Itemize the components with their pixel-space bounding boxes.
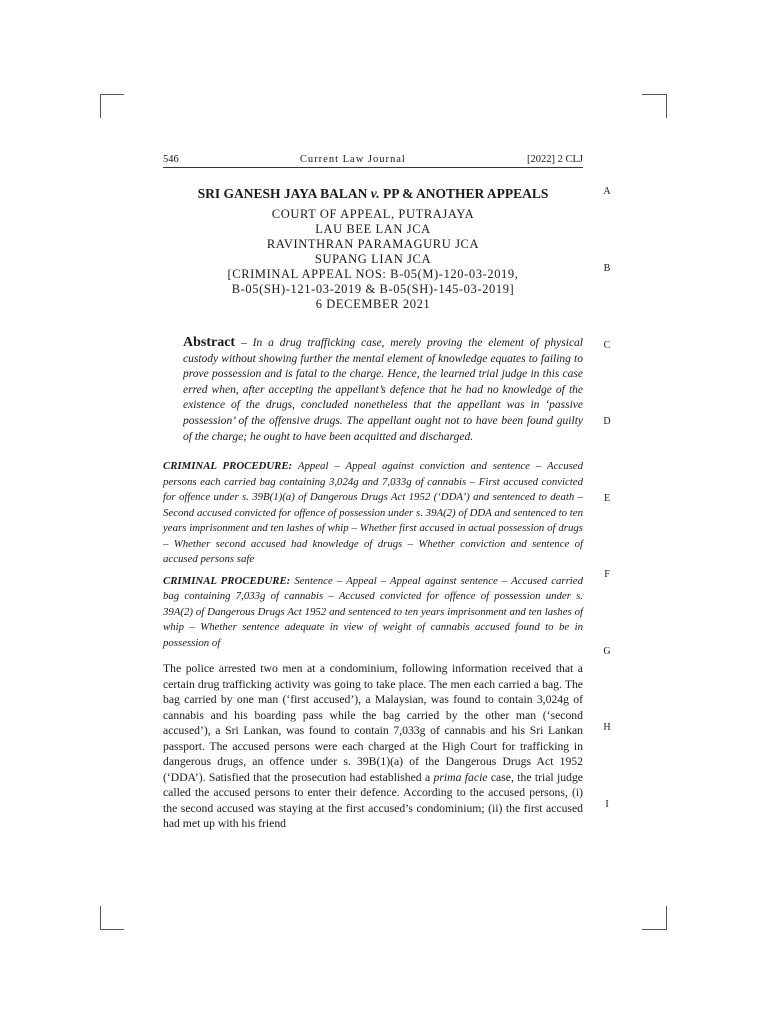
catchword-2	[163, 574, 583, 652]
crop-mark-bottom-left	[100, 929, 124, 930]
judge-2: RAVINTHRAN PARAMAGURU JCA	[266, 237, 480, 251]
court-block	[163, 207, 583, 312]
catchword-1	[163, 459, 583, 568]
margin-letter-f: F	[604, 569, 610, 580]
margin-letter-b: B	[603, 263, 611, 274]
judge-1: LAU BEE LAN JCA	[315, 222, 431, 236]
margin-letter-d: D	[603, 416, 611, 427]
margin-letter-g: G	[603, 646, 611, 657]
margin-letter-i: I	[605, 799, 609, 810]
crop-mark-top-right	[642, 94, 666, 95]
crop-mark-bottom-right	[666, 906, 667, 930]
crop-mark-bottom-left	[100, 906, 101, 930]
crop-mark-top-left	[100, 94, 101, 118]
crop-mark-top-right	[666, 94, 667, 118]
margin-letter-a: A	[603, 186, 611, 197]
headnote-text: The police arrested two men at a condominium, following information received that a certain drug trafficking activity was going to take place. The men each carried a bag. The bag carried by one man (‘first accused’), a Malaysian, was found to contain 3,024g of cannabis and his boarding pass while the bag carried by the other man (‘second accused’), a Sri Lankan, was found to contain 7,033g of cannabis and his Sri Lankan passport. The accused persons were each charged at the High Court for trafficking in dangerous drugs, an offence under s. 39B(1)(a) of the Dangerous Drugs Act 1952 (‘DDA’). Satisfied that the prosecution had established a	[163, 662, 583, 784]
citation: [2022] 2 CLJ	[527, 154, 583, 165]
catchword-text: Sentence – Appeal – Appeal against sentence – Accused carried bag containing 7,033g of cannabis – Accused convicted for offence of possession under s. 39A(2) of Dangerous Drugs Act 1952 and sentenced to ten years imprisonment and ten lashes of whip – Whether sentence adequate in view of weight of cannabis accused found to be in possession of	[163, 574, 583, 649]
court-name: COURT OF APPEAL, PUTRAJAYA	[271, 207, 475, 221]
abstract	[183, 335, 583, 445]
abstract-text: – In a drug trafficking case, merely proving the element of physical custody without showing further the mental element of knowledge equates to failing to prove possession and is fatal to the charge. Hence, the learned trial judge in this case erred when, after accepting the appellant’s defence that he had no knowledge of the existence of the drugs, concluded nonetheless that the appellant was in ‘passive possession’ of the offensive drugs. The appellant ought not to have been found guilty of the charge; he ought to have been acquitted and discharged.	[183, 337, 583, 443]
crop-mark-top-left	[100, 94, 124, 95]
page-number: 546	[163, 154, 179, 165]
crop-mark-bottom-right	[642, 929, 666, 930]
judge-3: SUPANG LIAN JCA	[314, 252, 432, 266]
headnote-body	[163, 661, 583, 832]
margin-letter-e: E	[603, 493, 611, 504]
case-title-appellant: SRI GANESH JAYA BALAN	[197, 186, 371, 201]
abstract-label: Abstract	[183, 335, 236, 350]
headnote-italic: prima facie	[433, 770, 488, 784]
margin-letter-h: H	[603, 722, 611, 733]
case-title-versus: v.	[370, 186, 380, 201]
case-title	[163, 186, 583, 202]
law-report-page	[163, 154, 583, 832]
appeal-numbers-line-1: [CRIMINAL APPEAL NOS: B-05(M)-120-03-2019,	[227, 267, 519, 281]
headnote-text-continued: case, the trial judge called the accused persons to enter their defence. According to the accused persons, (i) the second accused was staying at the first accused’s condominium; (ii) the first accused had met up with his friend	[163, 770, 583, 831]
decision-date: 6 DECEMBER 2021	[315, 297, 431, 311]
catchword-label: CRIMINAL PROCEDURE:	[163, 460, 293, 473]
catchword-label: CRIMINAL PROCEDURE:	[163, 574, 291, 587]
case-title-respondent: PP & ANOTHER APPEALS	[379, 186, 549, 201]
margin-letter-c: C	[603, 340, 611, 351]
running-head	[163, 154, 583, 168]
journal-name: Current Law Journal	[299, 154, 406, 165]
appeal-numbers-line-2: B-05(SH)-121-03-2019 & B-05(SH)-145-03-2019]	[231, 282, 515, 296]
catchword-text: Appeal – Appeal against conviction and sentence – Accused persons each carried bag containing 3,024g and 7,033g of cannabis – First accused convicted for offence under s. 39B(1)(a) of Dangerous Drugs Act 1952 (‘DDA’) and sentenced to death – Second accused convicted for offence of possession under s. 39A(2) of DDA and sentenced to ten years imprisonment and ten lashes of whip – Whether first accused in actual possession of drugs – Whether second accused had knowledge of drugs – Whether conviction and sentence of accused persons safe	[163, 460, 583, 566]
